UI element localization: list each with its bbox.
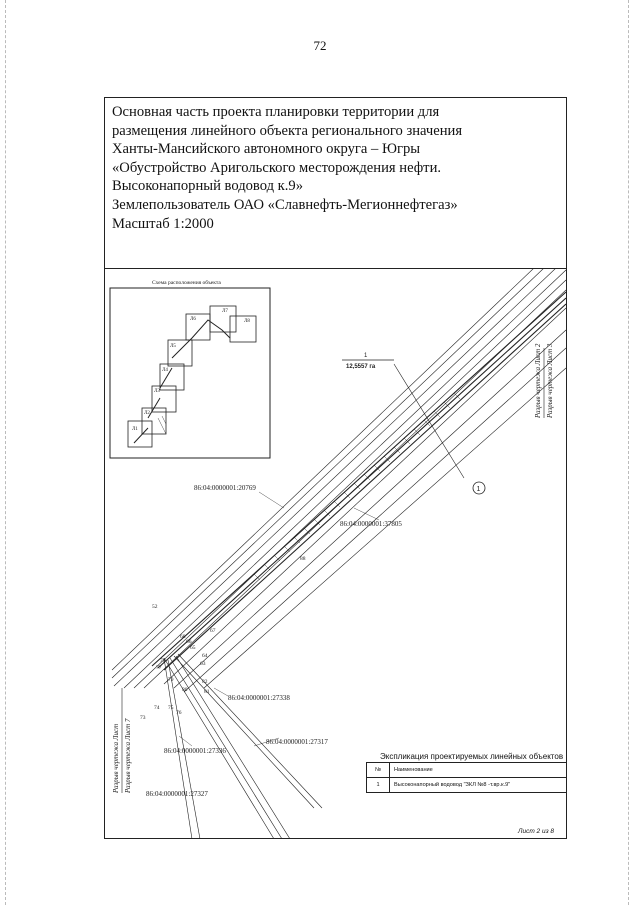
page-number: 72 <box>313 38 327 53</box>
table-row <box>367 778 567 793</box>
table-header-row <box>367 763 567 778</box>
object-marker: 1 <box>476 486 481 493</box>
point-number: 68 <box>180 634 186 640</box>
point-number: 73 <box>140 715 146 721</box>
break-label-right: Разрыв чертежа Лист 2 <box>534 343 542 418</box>
point-number: 74 <box>154 705 160 711</box>
parcel-number: 1 <box>364 353 368 359</box>
legend-title: Экспликация проектируемых линейных объектов <box>380 752 564 761</box>
cadastral-label: 86:04:0000001:27336 <box>164 747 226 755</box>
sheet-label: Лист 2 из 8 <box>518 828 555 835</box>
document-title <box>112 103 562 233</box>
title-line: размещения линейного объекта регионального значения <box>112 122 463 139</box>
title-line: Ханты-Мансийского автономного округа – Югры <box>112 141 421 158</box>
point-number: 66 <box>186 639 192 645</box>
scheme-title: Схема расположения объекта <box>152 280 221 286</box>
title-line: Высоконапорный водовод к.9» <box>112 178 303 195</box>
point-number: 80 <box>182 687 188 693</box>
scheme-sheet: Л1 <box>132 427 138 432</box>
scan-edge-left <box>5 0 7 905</box>
row-number: 1 <box>367 778 390 793</box>
scheme-sheet: Л8 <box>244 319 250 324</box>
point-number: 52 <box>152 604 158 610</box>
column-header: Наименование <box>390 763 567 778</box>
point-number: 78 <box>160 658 166 664</box>
point-number: 82 <box>202 679 208 685</box>
parcel-area: 12,5557 га <box>346 364 376 370</box>
cadastral-label: 86:04:0000001:27317 <box>266 738 328 746</box>
scheme-sheet: Л6 <box>190 317 196 322</box>
title-line: «Обустройство Аригольского месторождения нефти. <box>112 159 442 176</box>
row-name: Высоконапорный водовод "ЗКЛ №8 -т.вр.к.9" <box>390 778 567 793</box>
break-label-left: Разрыв чертежа Лист <box>112 723 120 793</box>
point-number: 63 <box>200 661 206 667</box>
point-number: 65 <box>190 645 196 651</box>
location-scheme <box>110 279 270 458</box>
cadastral-label: 86:04:0000001:27327 <box>146 790 208 798</box>
scheme-sheet: Л2 <box>144 411 150 416</box>
point-number: 77 <box>156 665 162 671</box>
point-number: 88 <box>300 556 306 562</box>
break-label-right: Разрыв чертежа Лист 3 <box>546 343 554 418</box>
point-number: 81 <box>204 689 210 695</box>
corridor-lines <box>112 268 566 692</box>
title-line: Основная часть проекта планировки территории для <box>112 104 440 120</box>
point-number: 64 <box>202 653 208 659</box>
scheme-sheet: Л3 <box>154 389 160 394</box>
point-number: 79 <box>168 677 174 683</box>
column-header: № <box>367 763 390 778</box>
scheme-sheet: Л5 <box>170 344 176 349</box>
title-line: Землепользователь ОАО «Славнефть-Мегионнефтегаз» <box>112 196 458 213</box>
scan-edge-right <box>628 0 630 905</box>
cadastral-label: 86:04:0000001:27338 <box>228 694 290 702</box>
cadastral-label: 86:04:0000001:20769 <box>194 484 256 492</box>
scheme-sheet: Л7 <box>222 309 228 314</box>
pipeline-hatched-zone <box>152 292 566 670</box>
cadastral-label: 86:04:0000001:37805 <box>340 520 402 528</box>
legend-table <box>366 762 567 793</box>
scheme-sheet: Л4 <box>162 368 168 373</box>
break-label-left: Разрыв чертежа Лист 7 <box>124 718 132 793</box>
point-number: 67 <box>210 628 216 634</box>
point-number: 76 <box>176 710 182 716</box>
point-number: 75 <box>168 705 174 711</box>
title-line: Масштаб 1:2000 <box>112 215 214 232</box>
